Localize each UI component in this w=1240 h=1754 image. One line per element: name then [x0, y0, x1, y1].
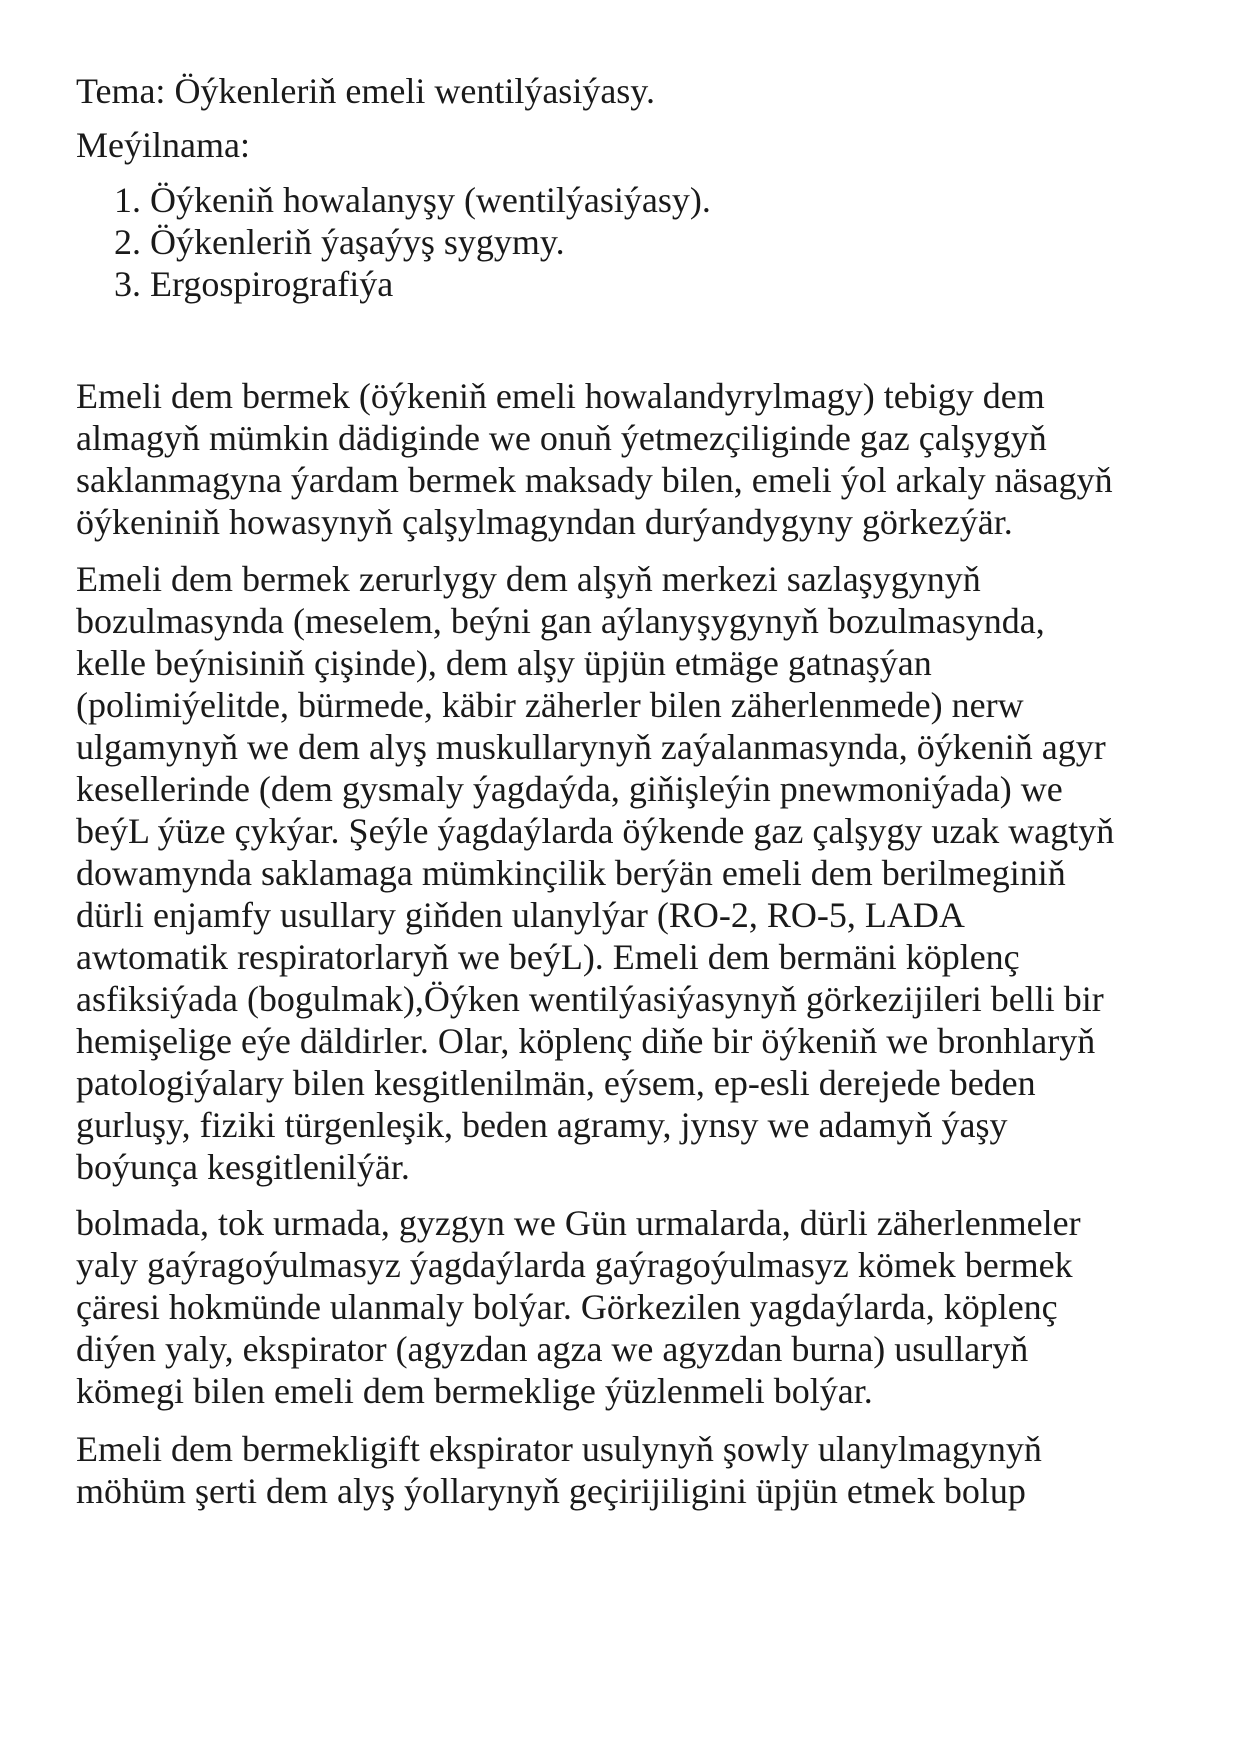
paragraph-line: beýL ýüze çykýar. Şeýle ýagdaýlarda öýkende gaz çalşygy uzak wagtyň: [76, 811, 1115, 851]
plan-item: 3. Ergospirografiýa: [114, 264, 394, 304]
paragraph-line: (polimiýelitde, bürmede, käbir zäherler bilen zäherlenmede) nerw: [76, 685, 1024, 725]
paragraph-line: öýkeniniň howasynyň çalşylmagyndan durýandygyny görkezýär.: [76, 502, 1013, 542]
paragraph-line: Emeli dem bermek zerurlygy dem alşyň merkezi sazlaşygynyň: [76, 559, 981, 599]
paragraph-line: ulgamynyň we dem alyş muskullarynyň zaýalanmasynda, öýkeniň agyr: [76, 727, 1106, 767]
paragraph-line: çäresi hokmünde ulanmaly bolýar. Görkezilen yagdaýlarda, köplenç: [76, 1287, 1058, 1327]
paragraph-line: kömegi bilen emeli dem bermeklige ýüzlenmeli bolýar.: [76, 1371, 873, 1411]
plan-item: 1. Öýkeniň howalanyşy (wentilýasiýasy).: [114, 180, 711, 220]
paragraph-line: saklanmagyna ýardam bermek maksady bilen, emeli ýol arkaly näsagyň: [76, 460, 1113, 500]
paragraph-line: bolmada, tok urmada, gyzgyn we Gün urmalarda, dürli zäherlenmeler: [76, 1203, 1081, 1243]
paragraph-line: kelle beýnisiniň çişinde), dem alşy üpjün etmäge gatnaşýan: [76, 643, 932, 683]
paragraph-line: dürli enjamfy usullary giňden ulanylýar (RO-2, RO-5, LADA: [76, 895, 965, 935]
paragraph-line: Emeli dem bermekligift ekspirator usulynyň şowly ulanylmagynyň: [76, 1429, 1042, 1469]
paragraph-line: asfiksiýada (bogulmak),Öýken wentilýasiýasynyň görkezijileri belli bir: [76, 979, 1104, 1019]
paragraph-line: möhüm şerti dem alyş ýollarynyň geçirijiligini üpjün etmek bolup: [76, 1471, 1026, 1511]
paragraph-line: dowamynda saklamaga mümkinçilik berýän emeli dem berilmeginiň: [76, 853, 1066, 893]
paragraph-line: yaly gaýragoýulmasyz ýagdaýlarda gaýragoýulmasyz kömek bermek: [76, 1245, 1073, 1285]
paragraph-line: diýen yaly, ekspirator (agyzdan agza we agyzdan burna) usullaryň: [76, 1329, 1029, 1369]
paragraph-line: gurluşy, fiziki türgenleşik, beden agramy, jynsy we adamyň ýaşy: [76, 1105, 1008, 1145]
paragraph-line: almagyň mümkin dädiginde we onuň ýetmezçiliginde gaz çalşygyň: [76, 418, 1047, 458]
plan-item: 2. Öýkenleriň ýaşaýyş sygymy.: [114, 222, 565, 262]
paragraph-line: hemişelige eýe däldirler. Olar, köplenç diňe bir öýkeniň we bronhlaryň: [76, 1021, 1096, 1061]
paragraph-line: awtomatik respiratorlaryň we beýL). Emeli dem bermäni köplenç: [76, 937, 1020, 977]
paragraph-line: Emeli dem bermek (öýkeniň emeli howalandyrylmagy) tebigy dem: [76, 376, 1045, 416]
paragraph-line: patologiýalary bilen kesgitlenilmän, eýsem, ep-esli derejede beden: [76, 1063, 1036, 1103]
plan-label: Meýilnama:: [76, 125, 250, 165]
paragraph-line: bozulmasynda (meselem, beýni gan aýlanyşygynyň bozulmasynda,: [76, 601, 1045, 641]
paragraph-line: kesellerinde (dem gysmaly ýagdaýda, giňişleýin pnewmoniýada) we: [76, 769, 1063, 809]
paragraph-line: boýunça kesgitlenilýär.: [76, 1147, 410, 1187]
topic-title: Tema: Öýkenleriň emeli wentilýasiýasy.: [76, 71, 655, 111]
